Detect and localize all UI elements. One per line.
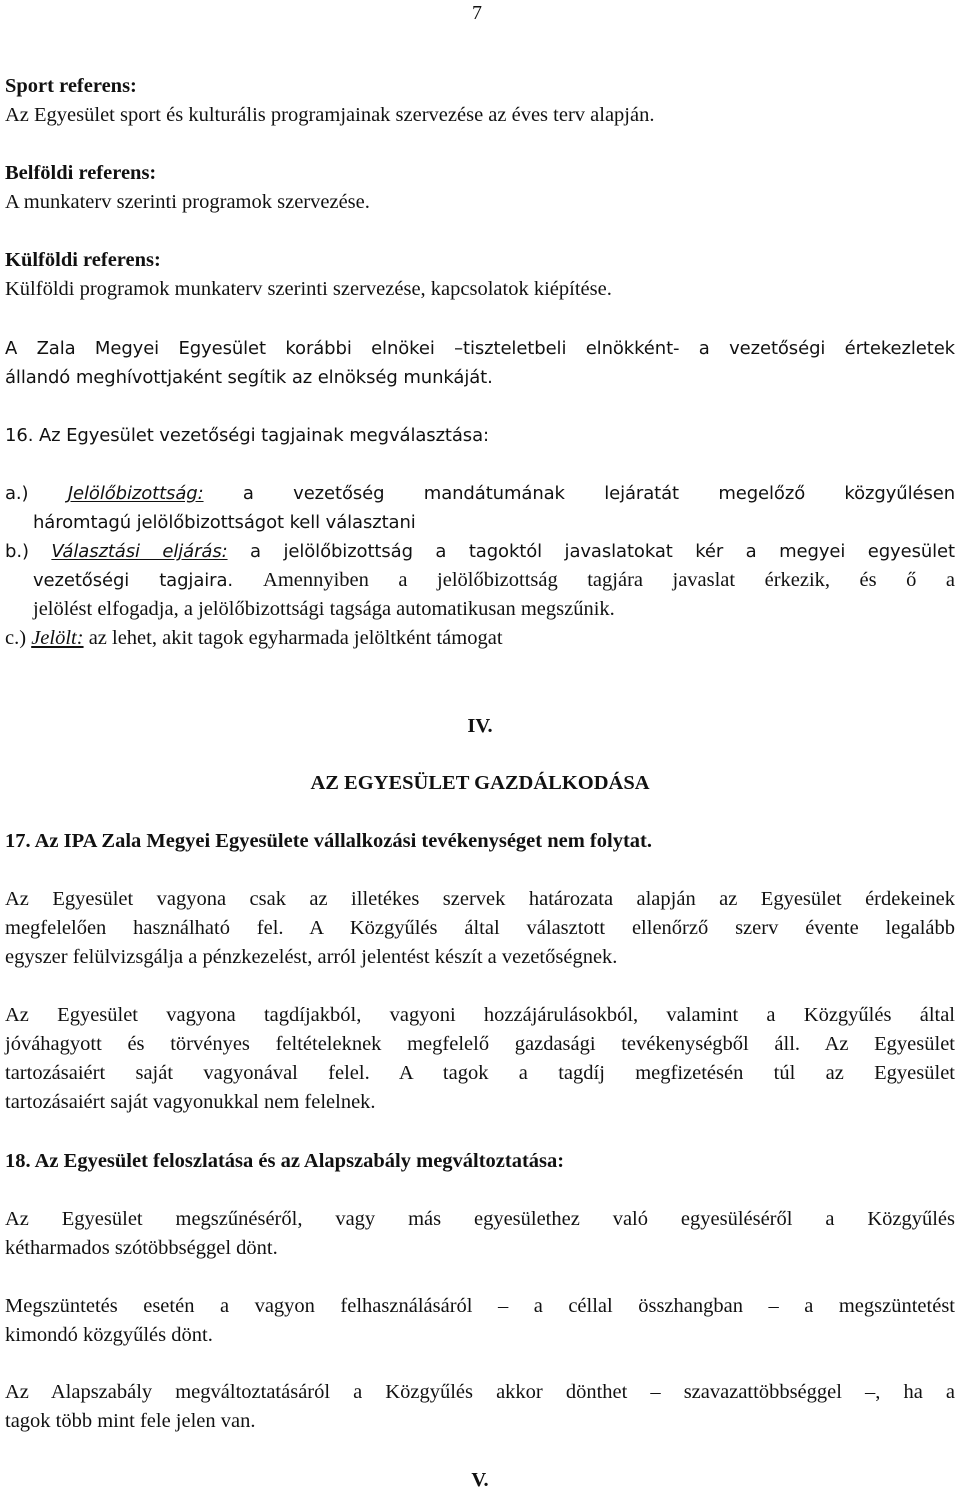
- s17-p2-line-1: Az Egyesület vagyona tagdíjakból, vagyoni hozzájárulásokból, valamint a Közgyűlés által: [5, 1004, 955, 1026]
- item-a-rest: a vezetőség mandátumának lejáratát megelőző közgyűlésen: [203, 483, 956, 504]
- s17-p1-line-3: egyszer felülvizsgálja a pénzkezelést, arról jelentést készít a vezetőségnek.: [5, 946, 618, 968]
- chapter-iv-numeral: IV.: [467, 715, 493, 737]
- item-c-term: Jelölt:: [31, 627, 84, 649]
- item-b-line-2-part-1: vezetőségi tagjaira.: [33, 570, 264, 591]
- chapter-v-numeral: V.: [471, 1469, 489, 1491]
- s17-p1-line-2: megfelelően használható fel. A Közgyűlés által választott ellenőrző szerv évente legalább: [5, 917, 955, 939]
- section-17-heading: 17. Az IPA Zala Megyei Egyesülete vállalkozási tevékenységet nem folytat.: [5, 830, 652, 852]
- item-b-line-3: jelölést elfogadja, a jelölőbizottsági tagsága automatikusan megszűnik.: [33, 598, 615, 620]
- belfoldi-referens-heading: Belföldi referens:: [5, 162, 157, 184]
- item-b-term: Választási eljárás:: [51, 541, 228, 562]
- item-a-term: Jelölőbizottság:: [67, 483, 204, 504]
- item-c-marker: c.): [5, 627, 27, 649]
- item-c-rest: az lehet, akit tagok egyharmada jelöltként támogat: [83, 627, 503, 649]
- item-b-rest: a jelölőbizottság a tagoktól javaslatokat kér a megyei egyesület: [227, 541, 955, 562]
- s17-p2-line-2: jóváhagyott és törvényes feltételeknek megfelelő gazdasági tevékenységből áll. Az Egyesület: [5, 1033, 955, 1055]
- s18-p2-line-1: Megszüntetés esetén a vagyon felhasználásáról – a céllal összhangban – a megszüntetést: [5, 1295, 955, 1317]
- item-b-line-2: [33, 566, 955, 595]
- sport-referens-text: Az Egyesület sport és kulturális programjainak szervezése az éves terv alapján.: [5, 104, 655, 126]
- chapter-iv-title: AZ EGYESÜLET GAZDÁLKODÁSA: [310, 772, 650, 794]
- page-number: 7: [472, 2, 482, 24]
- s18-p3-line-2: tagok több mint fele jelen van.: [5, 1410, 256, 1432]
- kulfoldi-referens-text: Külföldi programok munkaterv szerinti szervezése, kapcsolatok kiépítése.: [5, 278, 612, 300]
- item-b-line-1: [5, 537, 955, 566]
- item-a-line-1: [5, 479, 955, 508]
- s17-p1-line-1: Az Egyesület vagyona csak az illetékes szervek határozata alapján az Egyesület érdekeinek: [5, 888, 955, 910]
- s17-p2-line-4: tartozásaiért saját vagyonukkal nem felelnek.: [5, 1091, 376, 1113]
- sport-referens-heading: Sport referens:: [5, 75, 137, 97]
- item-b-line-2-part-2: Amennyiben a jelölőbizottság tagjára javaslat érkezik, és ő a: [263, 569, 956, 591]
- zala-paragraph-line-1: A Zala Megyei Egyesület korábbi elnökei –tiszteletbeli elnökként- a vezetőségi értekezletek: [5, 338, 955, 359]
- item-b-marker: b.): [5, 541, 29, 562]
- zala-paragraph-line-2: állandó meghívottjaként segítik az elnökség munkáját.: [5, 367, 493, 388]
- belfoldi-referens-text: A munkaterv szerinti programok szervezése.: [5, 191, 370, 213]
- s18-p3-line-1: Az Alapszabály megváltoztatásáról a Közgyűlés akkor dönthet – szavazattöbbséggel –, ha a: [5, 1381, 955, 1403]
- item-c-line: [5, 624, 503, 653]
- s18-p2-line-2: kimondó közgyűlés dönt.: [5, 1324, 213, 1346]
- s18-p1-line-1: Az Egyesület megszűnéséről, vagy más egyesülethez való egyesüléséről a Közgyűlés: [5, 1208, 955, 1230]
- section-16-heading: 16. Az Egyesület vezetőségi tagjainak megválasztása:: [5, 425, 489, 446]
- kulfoldi-referens-heading: Külföldi referens:: [5, 249, 161, 271]
- s18-p1-line-2: kétharmados szótöbbséggel dönt.: [5, 1237, 278, 1259]
- s17-p2-line-3: tartozásaiért saját vagyonával felel. A tagok a tagdíj megfizetésén túl az Egyesület: [5, 1062, 955, 1084]
- item-a-line-2: háromtagú jelölőbizottságot kell választani: [33, 512, 416, 533]
- section-18-heading: 18. Az Egyesület feloszlatása és az Alapszabály megváltoztatása:: [5, 1150, 565, 1172]
- item-a-marker: a.): [5, 483, 29, 504]
